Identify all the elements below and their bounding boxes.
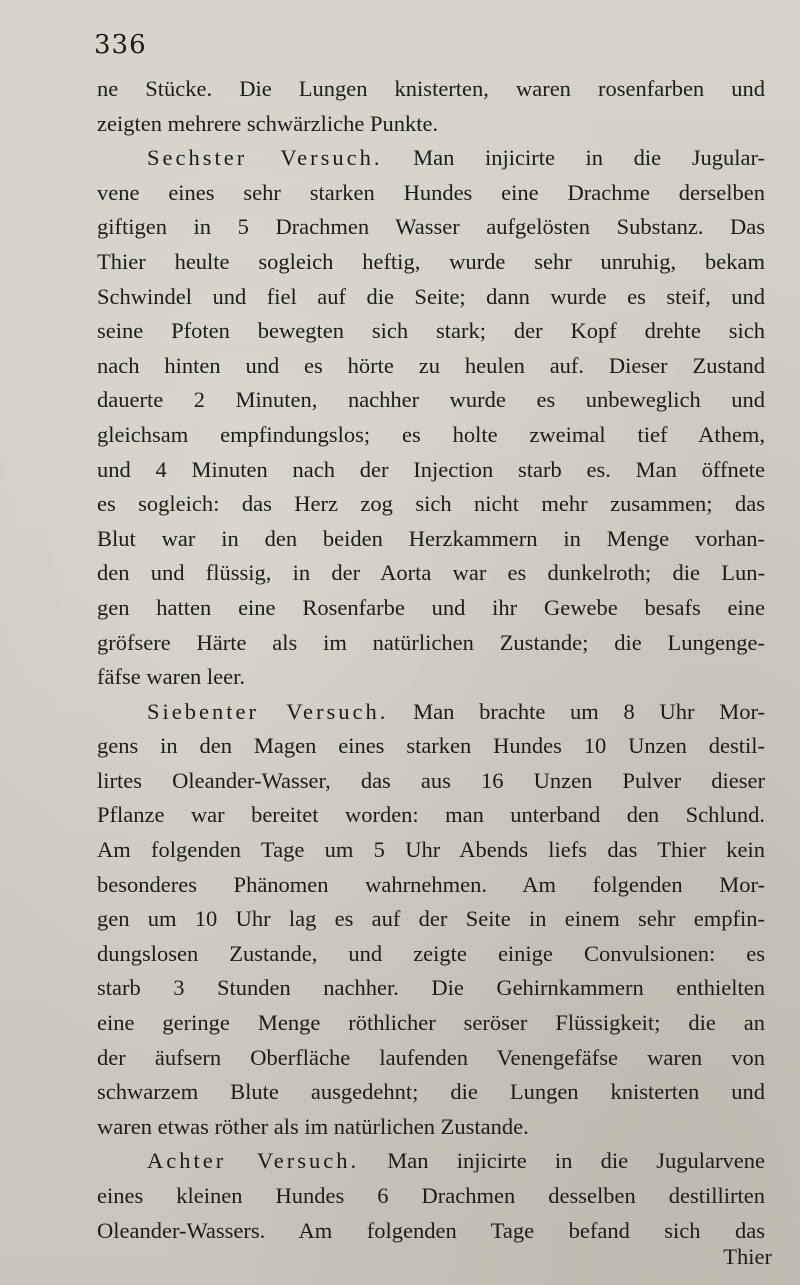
- catchword: Thier: [723, 1244, 772, 1269]
- text-line: lirtes Oleander-Wasser, das aus 16 Unzen Pulver dieser: [97, 767, 765, 793]
- text-line: den und flüssig, in der Aorta war es dunkelroth; die Lun-: [97, 560, 765, 586]
- text-line: gens in den Magen eines starken Hundes 10 Unzen destil-: [97, 733, 765, 759]
- body-text: [97, 72, 765, 1248]
- line-text: Man brachte um 8 Uhr Mor-: [388, 698, 765, 724]
- line-text: Man injicirte in die Jugular-: [382, 145, 765, 171]
- text-line: dauerte 2 Minuten, nachher wurde es unbeweglich und: [97, 387, 765, 413]
- page-number: 336: [94, 30, 147, 60]
- text-line: gen um 10 Uhr lag es auf der Seite in einem sehr empfin-: [97, 906, 765, 932]
- experiment-label: Siebenter Versuch.: [147, 698, 389, 724]
- text-line: ne Stücke. Die Lungen knisterten, waren rosenfarben und: [97, 76, 765, 101]
- text-line: starb 3 Stunden nachher. Die Gehirnkammern enthielten: [97, 975, 765, 1001]
- text-line: und 4 Minuten nach der Injection starb es. Man öffnete: [97, 456, 765, 482]
- experiment-label: Achter Versuch.: [147, 1148, 360, 1174]
- text-line: Am folgenden Tage um 5 Uhr Abends liefs das Thier kein: [97, 837, 765, 863]
- text-line: giftigen in 5 Drachmen Wasser aufgelösten Substanz. Das: [97, 214, 765, 240]
- text-line: gen hatten eine Rosenfarbe und ihr Gewebe besafs eine: [97, 594, 765, 620]
- text-line: waren etwas röther als im natürlichen Zustande.: [97, 1113, 529, 1139]
- text-line: fäfse waren leer.: [97, 664, 246, 690]
- text-line: gröfsere Härte als im natürlichen Zustande; die Lungenge-: [97, 629, 765, 655]
- section-heading-line: [97, 1144, 765, 1179]
- text-line: dungslosen Zustande, und zeigte einige Convulsionen: es: [97, 940, 765, 966]
- section-heading-line: [97, 141, 765, 176]
- text-line: nach hinten und es hörte zu heulen auf. Dieser Zustand: [97, 352, 765, 378]
- text-line: schwarzem Blute ausgedehnt; die Lungen knisterten und: [97, 1079, 765, 1105]
- text-line: Blut war in den beiden Herzkammern in Menge vorhan-: [97, 525, 765, 551]
- text-line: Pflanze war bereitet worden: man unterband den Schlund.: [97, 802, 765, 828]
- text-line: zeigten mehrere schwärzliche Punkte.: [97, 110, 439, 136]
- text-line: besonderes Phänomen wahrnehmen. Am folgenden Mor-: [97, 871, 765, 897]
- text-line: es sogleich: das Herz zog sich nicht mehr zusammen; das: [97, 491, 765, 517]
- text-line: Schwindel und fiel auf die Seite; dann wurde es steif, und: [97, 283, 765, 309]
- text-line: Thier heulte sogleich heftig, wurde sehr unruhig, bekam: [97, 248, 765, 274]
- text-line: eine geringe Menge röthlicher seröser Flüssigkeit; die an: [97, 1010, 765, 1036]
- section-heading-line: [97, 695, 765, 730]
- text-line: eines kleinen Hundes 6 Drachmen desselben destillirten: [97, 1183, 765, 1208]
- text-line: vene eines sehr starken Hundes eine Drachme derselben: [97, 179, 765, 205]
- line-text: Man injicirte in die Jugularvene: [359, 1148, 765, 1174]
- experiment-label: Sechster Versuch.: [147, 145, 383, 171]
- text-line: gleichsam empfindungslos; es holte zweimal tief Athem,: [97, 421, 765, 447]
- text-line: seine Pfoten bewegten sich stark; der Kopf drehte sich: [97, 318, 765, 344]
- text-line: Oleander-Wassers. Am folgenden Tage befand sich das: [97, 1217, 765, 1243]
- text-line: der äufsern Oberfläche laufenden Venengefäfse waren von: [97, 1044, 765, 1070]
